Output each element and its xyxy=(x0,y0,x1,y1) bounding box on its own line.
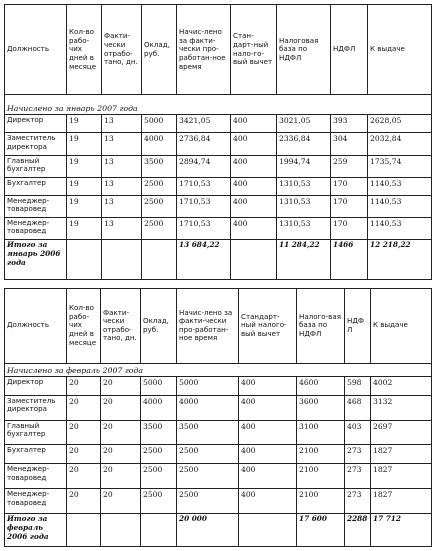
section-row xyxy=(5,95,432,115)
cell-days-worked: 13 xyxy=(102,115,142,133)
cell-tax-base: 1310,53 xyxy=(277,217,331,239)
cell-working-days: 20 xyxy=(67,420,101,445)
table-row xyxy=(5,420,432,445)
header-row xyxy=(5,289,432,364)
cell-salary: 2500 xyxy=(142,177,177,195)
cell-deduction: 400 xyxy=(231,217,277,239)
cell-deduction: 400 xyxy=(239,377,297,396)
cell-payout: 1735,74 xyxy=(368,155,432,177)
cell-ndfl: 259 xyxy=(331,155,368,177)
cell-payout: 1140,53 xyxy=(368,177,432,195)
cell-accrued: 1710,53 xyxy=(177,195,231,217)
salary-table-february xyxy=(4,288,432,547)
total-deduction xyxy=(231,239,277,279)
cell-salary: 5000 xyxy=(141,377,177,396)
cell-position: Менеджер-товаровед xyxy=(5,488,67,513)
cell-deduction: 400 xyxy=(231,177,277,195)
section-title: Начислено за январь 2007 года xyxy=(5,95,432,115)
cell-deduction: 400 xyxy=(239,488,297,513)
cell-working-days: 20 xyxy=(67,377,101,396)
cell-salary: 2500 xyxy=(141,488,177,513)
table-row xyxy=(5,464,432,489)
cell-accrued: 3500 xyxy=(177,420,239,445)
total-tax-base: 11 284,22 xyxy=(277,239,331,279)
cell-days-worked: 13 xyxy=(102,133,142,155)
cell-tax-base: 4600 xyxy=(297,377,345,396)
table-row xyxy=(5,488,432,513)
cell-accrued: 2500 xyxy=(177,488,239,513)
cell-position: Главный бухгалтер xyxy=(5,155,67,177)
cell-ndfl: 304 xyxy=(331,133,368,155)
cell-working-days: 20 xyxy=(67,464,101,489)
table-row xyxy=(5,133,432,155)
header-deduction: Стандарт-ный налого-вый вычет xyxy=(239,289,297,364)
total-ndfl: 1466 xyxy=(331,239,368,279)
total-accrued: 20 000 xyxy=(177,513,239,546)
cell-deduction: 400 xyxy=(231,133,277,155)
cell-accrued: 2736,84 xyxy=(177,133,231,155)
cell-tax-base: 2336,84 xyxy=(277,133,331,155)
cell-salary: 2500 xyxy=(141,445,177,464)
cell-position: Менеджер-товаровед xyxy=(5,464,67,489)
header-ndfl: НДФЛ xyxy=(345,289,371,364)
cell-ndfl: 598 xyxy=(345,377,371,396)
table-row xyxy=(5,155,432,177)
table-row xyxy=(5,195,432,217)
cell-deduction: 400 xyxy=(231,195,277,217)
total-salary xyxy=(141,513,177,546)
cell-salary: 4000 xyxy=(141,395,177,420)
header-salary: Оклад, руб. xyxy=(142,5,177,95)
total-payout: 12 218,22 xyxy=(368,239,432,279)
header-accrued: Начис-лено за факти-чески про-работан-ное время xyxy=(177,5,231,95)
cell-position: Заместитель директора xyxy=(5,133,67,155)
cell-deduction: 400 xyxy=(239,464,297,489)
cell-accrued: 1710,53 xyxy=(177,177,231,195)
table-row xyxy=(5,177,432,195)
total-working-days xyxy=(67,513,101,546)
cell-tax-base: 2100 xyxy=(297,464,345,489)
cell-position: Главный бухгалтер xyxy=(5,420,67,445)
cell-working-days: 19 xyxy=(67,155,102,177)
header-ndfl: НДФЛ xyxy=(331,5,368,95)
cell-days-worked: 20 xyxy=(101,377,141,396)
table-row xyxy=(5,445,432,464)
cell-tax-base: 3021,05 xyxy=(277,115,331,133)
cell-ndfl: 403 xyxy=(345,420,371,445)
cell-days-worked: 20 xyxy=(101,420,141,445)
cell-payout: 1140,53 xyxy=(368,195,432,217)
cell-working-days: 19 xyxy=(67,133,102,155)
cell-payout: 1827 xyxy=(371,445,432,464)
cell-tax-base: 3600 xyxy=(297,395,345,420)
total-accrued: 13 684,22 xyxy=(177,239,231,279)
cell-ndfl: 170 xyxy=(331,217,368,239)
cell-days-worked: 13 xyxy=(102,217,142,239)
total-deduction xyxy=(239,513,297,546)
cell-position: Менеджер-товаровед xyxy=(5,195,67,217)
cell-tax-base: 3100 xyxy=(297,420,345,445)
cell-payout: 2032,84 xyxy=(368,133,432,155)
table-row xyxy=(5,377,432,396)
cell-accrued: 1710,53 xyxy=(177,217,231,239)
total-working-days xyxy=(67,239,102,279)
cell-tax-base: 2100 xyxy=(297,445,345,464)
total-ndfl: 2288 xyxy=(345,513,371,546)
header-accrued: Начис-лено за факти-чески про-работан-ное время xyxy=(177,289,239,364)
total-days-worked xyxy=(102,239,142,279)
cell-deduction: 400 xyxy=(239,420,297,445)
header-payout: К выдаче xyxy=(371,289,432,364)
table-row xyxy=(5,115,432,133)
cell-working-days: 19 xyxy=(67,177,102,195)
cell-tax-base: 2100 xyxy=(297,488,345,513)
cell-salary: 4000 xyxy=(142,133,177,155)
header-position: Должность xyxy=(5,5,67,95)
cell-ndfl: 273 xyxy=(345,488,371,513)
cell-payout: 1140,53 xyxy=(368,217,432,239)
cell-ndfl: 468 xyxy=(345,395,371,420)
cell-tax-base: 1994,74 xyxy=(277,155,331,177)
header-deduction: Стан-дарт-ный нало-го-вый вычет xyxy=(231,5,277,95)
cell-ndfl: 170 xyxy=(331,195,368,217)
cell-salary: 2500 xyxy=(142,217,177,239)
cell-position: Директор xyxy=(5,115,67,133)
cell-deduction: 400 xyxy=(231,115,277,133)
cell-deduction: 400 xyxy=(239,395,297,420)
cell-payout: 3132 xyxy=(371,395,432,420)
cell-ndfl: 273 xyxy=(345,445,371,464)
cell-ndfl: 273 xyxy=(345,464,371,489)
header-salary: Оклад, руб. xyxy=(141,289,177,364)
cell-days-worked: 20 xyxy=(101,445,141,464)
cell-payout: 2697 xyxy=(371,420,432,445)
cell-salary: 3500 xyxy=(141,420,177,445)
cell-days-worked: 13 xyxy=(102,155,142,177)
cell-salary: 5000 xyxy=(142,115,177,133)
table-row xyxy=(5,217,432,239)
header-working-days: Кол-во рабо-чих дней в месяце xyxy=(67,5,102,95)
total-row xyxy=(5,239,432,279)
cell-payout: 4002 xyxy=(371,377,432,396)
header-row xyxy=(5,5,432,95)
cell-deduction: 400 xyxy=(239,445,297,464)
cell-position: Бухгалтер xyxy=(5,177,67,195)
cell-payout: 2628,05 xyxy=(368,115,432,133)
table-row xyxy=(5,395,432,420)
cell-tax-base: 1310,53 xyxy=(277,177,331,195)
cell-accrued: 2500 xyxy=(177,445,239,464)
cell-accrued: 2894,74 xyxy=(177,155,231,177)
cell-working-days: 20 xyxy=(67,445,101,464)
header-days-worked: Факти-чески отрабо-тано, дн. xyxy=(102,5,142,95)
total-tax-base: 17 600 xyxy=(297,513,345,546)
cell-salary: 2500 xyxy=(142,195,177,217)
cell-position: Бухгалтер xyxy=(5,445,67,464)
cell-ndfl: 393 xyxy=(331,115,368,133)
cell-salary: 2500 xyxy=(141,464,177,489)
section-row xyxy=(5,363,432,376)
cell-tax-base: 1310,53 xyxy=(277,195,331,217)
cell-payout: 1827 xyxy=(371,464,432,489)
cell-salary: 3500 xyxy=(142,155,177,177)
cell-accrued: 5000 xyxy=(177,377,239,396)
cell-deduction: 400 xyxy=(231,155,277,177)
header-tax-base: Налоговая база по НДФЛ xyxy=(277,5,331,95)
section-title: Начислено за февраль 2007 года xyxy=(5,363,432,376)
total-label: Итого за февраль 2006 года xyxy=(5,513,67,546)
salary-table-january xyxy=(4,4,432,280)
cell-accrued: 4000 xyxy=(177,395,239,420)
cell-position: Заместитель директора xyxy=(5,395,67,420)
total-salary xyxy=(142,239,177,279)
header-payout: К выдаче xyxy=(368,5,432,95)
total-row xyxy=(5,513,432,546)
cell-days-worked: 20 xyxy=(101,464,141,489)
total-payout: 17 712 xyxy=(371,513,432,546)
cell-ndfl: 170 xyxy=(331,177,368,195)
header-working-days: Кол-во рабо-чих дней в месяце xyxy=(67,289,101,364)
cell-accrued: 2500 xyxy=(177,464,239,489)
cell-working-days: 19 xyxy=(67,217,102,239)
cell-position: Директор xyxy=(5,377,67,396)
cell-payout: 1827 xyxy=(371,488,432,513)
header-tax-base: Налого-вая база по НДФЛ xyxy=(297,289,345,364)
cell-days-worked: 13 xyxy=(102,195,142,217)
cell-days-worked: 20 xyxy=(101,488,141,513)
total-days-worked xyxy=(101,513,141,546)
header-position: Должность xyxy=(5,289,67,364)
cell-working-days: 19 xyxy=(67,115,102,133)
cell-working-days: 19 xyxy=(67,195,102,217)
cell-working-days: 20 xyxy=(67,395,101,420)
cell-accrued: 3421,05 xyxy=(177,115,231,133)
total-label: Итого за январь 2006 года xyxy=(5,239,67,279)
header-days-worked: Факти-чески отрабо-тано, дн. xyxy=(101,289,141,364)
cell-position: Менеджер-товаровед xyxy=(5,217,67,239)
cell-working-days: 20 xyxy=(67,488,101,513)
cell-days-worked: 20 xyxy=(101,395,141,420)
cell-days-worked: 13 xyxy=(102,177,142,195)
